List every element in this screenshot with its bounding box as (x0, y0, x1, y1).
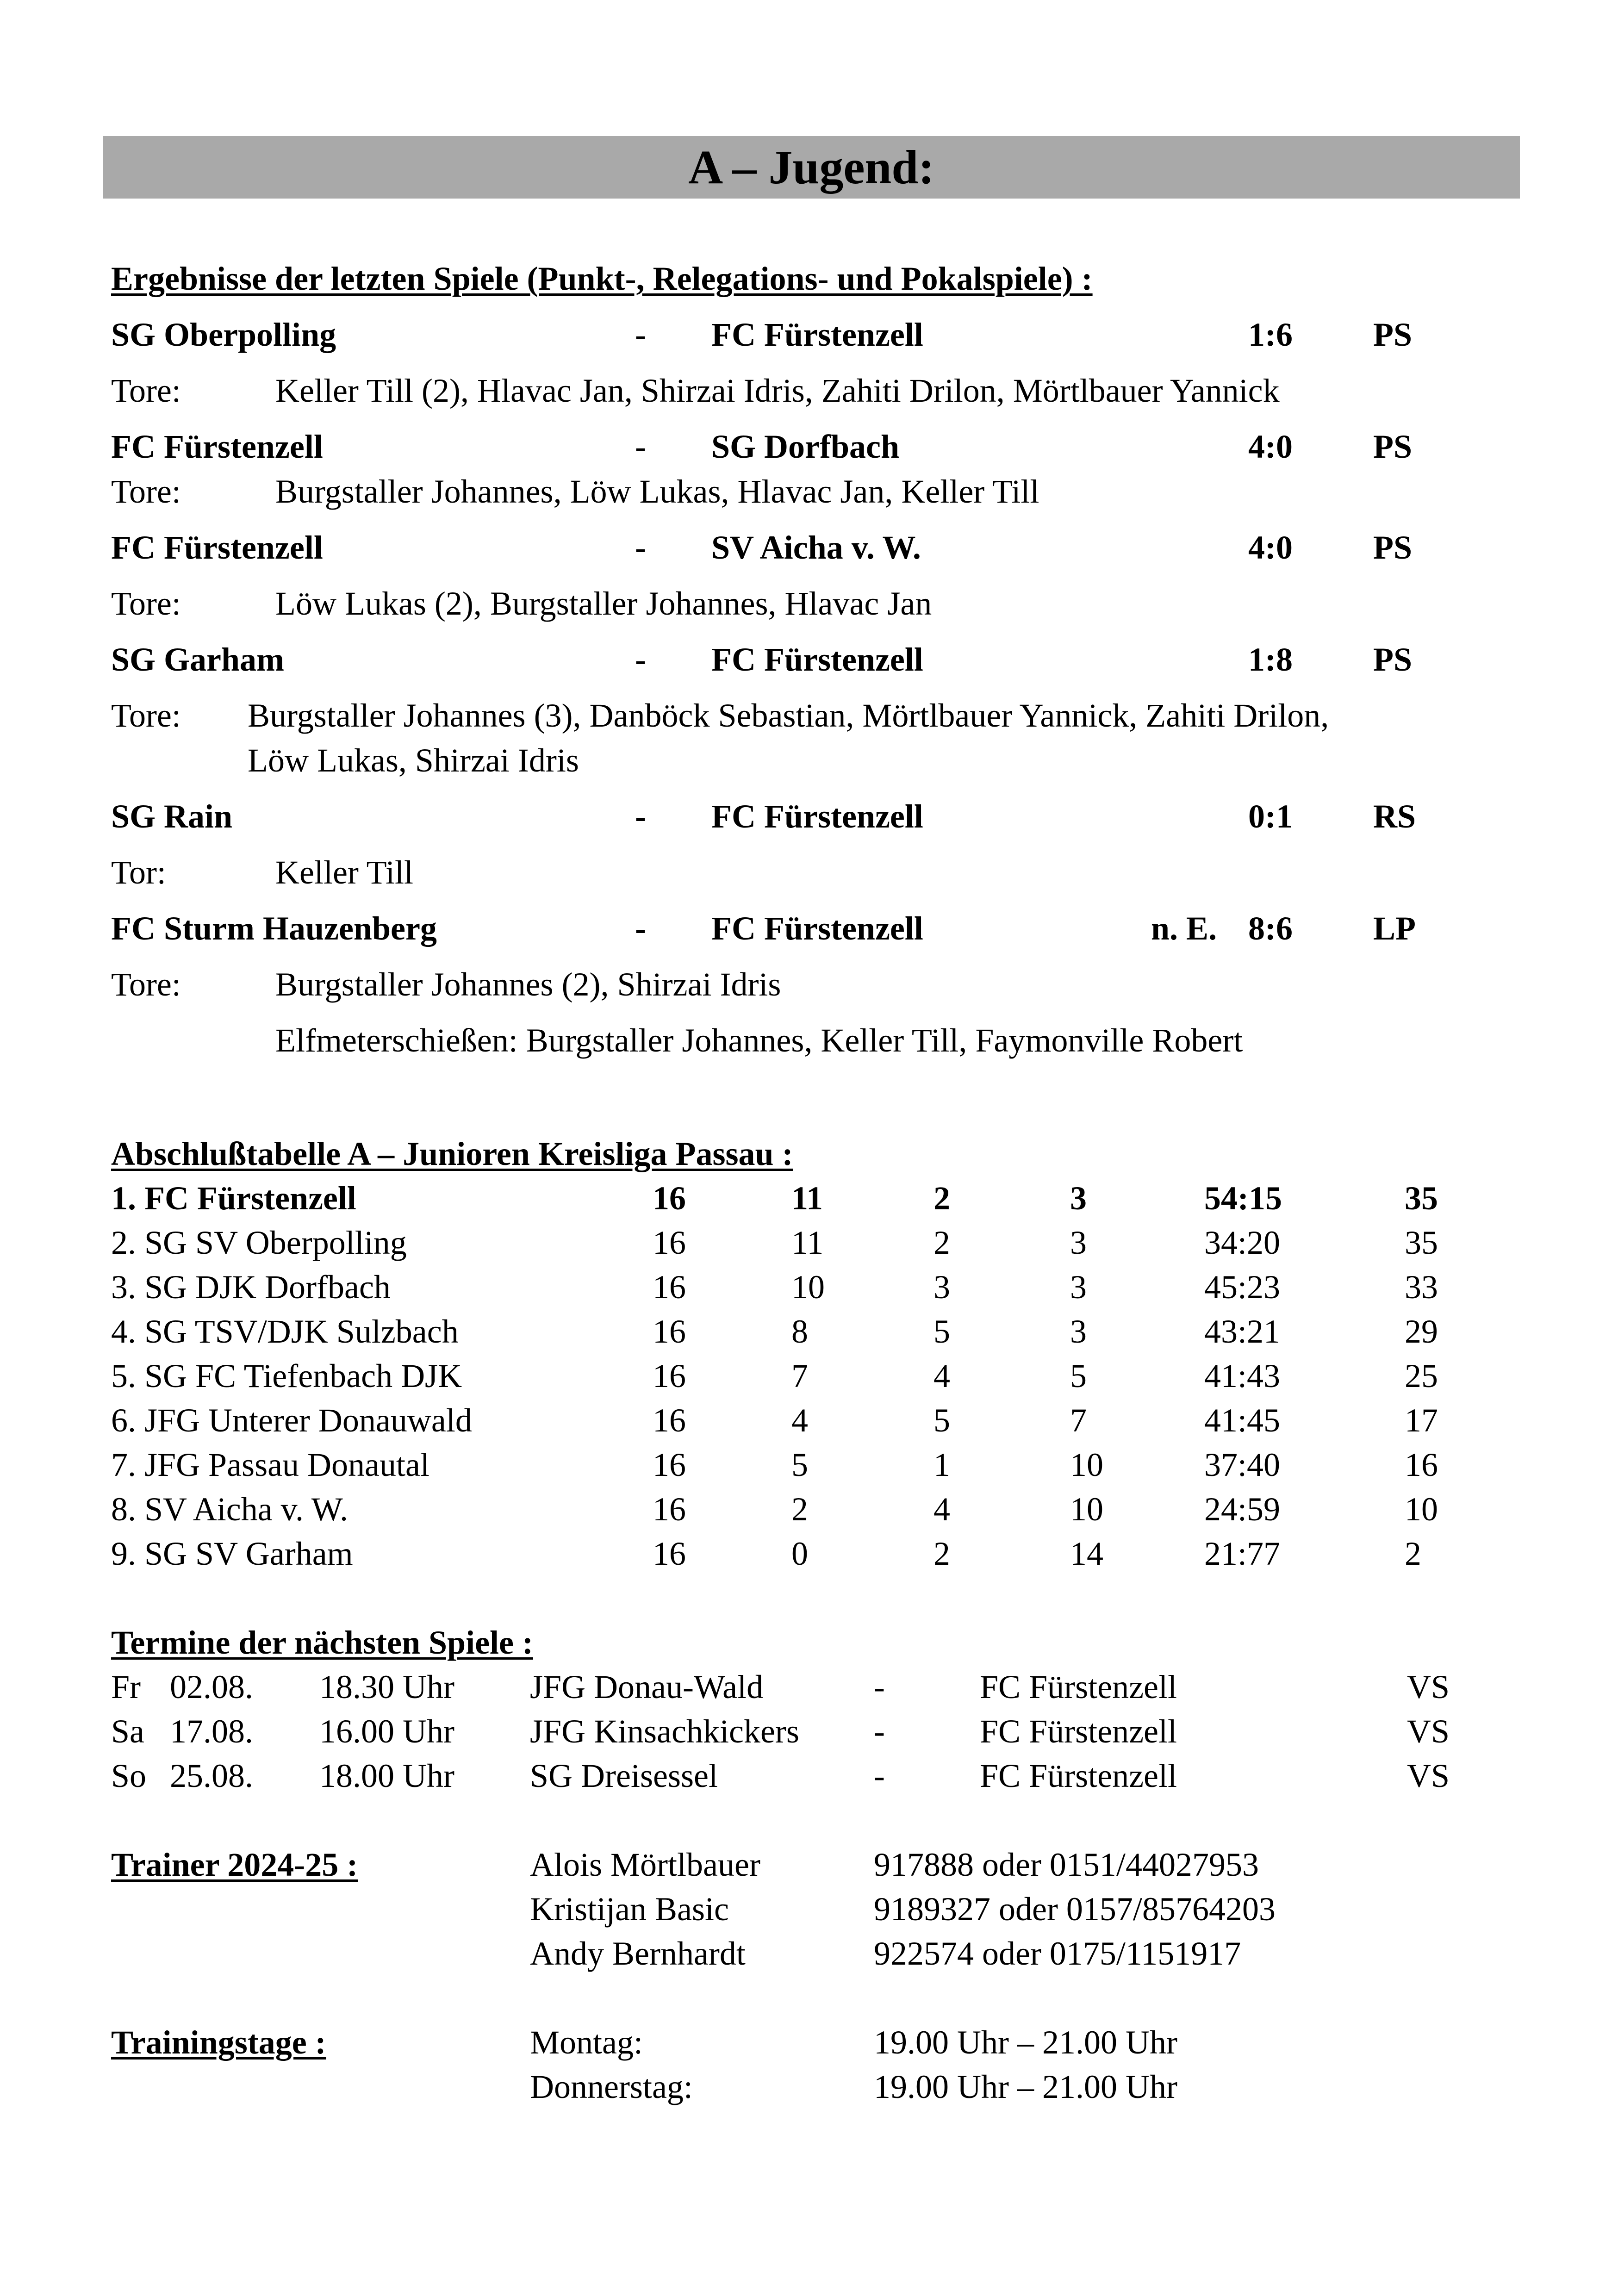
match-away-team: SV Aicha v. W. (711, 529, 921, 566)
scorers-label: Tore: (111, 473, 181, 510)
fixture-day: Fr (111, 1668, 141, 1705)
match-type: LP (1373, 910, 1416, 947)
drawn-cell: 2 (933, 1180, 950, 1217)
match-home-team: SG Rain (111, 798, 233, 835)
fixture-day: Sa (111, 1713, 144, 1750)
won-cell: 7 (791, 1357, 808, 1394)
team-cell: 2. SG SV Oberpolling (111, 1224, 407, 1261)
match-type: RS (1373, 798, 1416, 835)
match-type: PS (1373, 428, 1413, 465)
goals-cell: 54:15 (1204, 1180, 1282, 1217)
lost-cell: 3 (1070, 1180, 1087, 1217)
drawn-cell: 5 (933, 1402, 950, 1439)
match-home-team: SG Garham (111, 641, 285, 678)
trainer-name: Alois Mörtlbauer (530, 1846, 760, 1883)
match-score: 8:6 (1248, 910, 1293, 947)
scorers-list: Burgstaller Johannes (2), Shirzai Idris (275, 966, 781, 1003)
team-cell: 3. SG DJK Dorfbach (111, 1269, 391, 1306)
goals-cell: 34:20 (1204, 1224, 1281, 1261)
training-day: Donnerstag: (530, 2068, 693, 2105)
trainer-name: Andy Bernhardt (530, 1935, 746, 1972)
match-score: 4:0 (1248, 529, 1293, 566)
match-away-team: FC Fürstenzell (711, 641, 923, 678)
fixture-date: 17.08. (170, 1713, 253, 1750)
lost-cell: 5 (1070, 1357, 1087, 1394)
drawn-cell: 4 (933, 1491, 950, 1528)
match-home-team: FC Fürstenzell (111, 529, 323, 566)
played-cell: 16 (653, 1535, 686, 1572)
match-score: 1:6 (1248, 316, 1293, 353)
team-cell: 5. SG FC Tiefenbach DJK (111, 1357, 462, 1394)
fixture-date: 02.08. (170, 1668, 253, 1705)
goals-cell: 45:23 (1204, 1269, 1281, 1306)
fixture-day: So (111, 1757, 147, 1794)
fixture-away: FC Fürstenzell (980, 1668, 1177, 1705)
fixture-separator: - (874, 1668, 885, 1705)
won-cell: 2 (791, 1491, 808, 1528)
goals-cell: 37:40 (1204, 1446, 1281, 1483)
match-score: 4:0 (1248, 428, 1293, 465)
scorers-list: Keller Till (275, 854, 414, 891)
lost-cell: 14 (1070, 1535, 1103, 1572)
match-away-team: FC Fürstenzell (711, 316, 923, 353)
fixture-date: 25.08. (170, 1757, 253, 1794)
fixture-away: FC Fürstenzell (980, 1757, 1177, 1794)
page-title: A – Jugend: (688, 141, 934, 194)
fixture-time: 18.30 Uhr (319, 1668, 454, 1705)
scorers-list: Löw Lukas (2), Burgstaller Johannes, Hlavac Jan (275, 585, 932, 622)
played-cell: 16 (653, 1402, 686, 1439)
lost-cell: 3 (1070, 1224, 1087, 1261)
drawn-cell: 1 (933, 1446, 950, 1483)
points-cell: 35 (1405, 1224, 1438, 1261)
fixture-type: VS (1407, 1713, 1450, 1750)
points-cell: 35 (1405, 1180, 1438, 1217)
trainer-phone: 9189327 oder 0157/85764203 (874, 1891, 1276, 1928)
drawn-cell: 5 (933, 1313, 950, 1350)
won-cell: 8 (791, 1313, 808, 1350)
played-cell: 16 (653, 1357, 686, 1394)
scorers-list-continued: Löw Lukas, Shirzai Idris (248, 742, 579, 779)
team-cell: 1. FC Fürstenzell (111, 1180, 356, 1217)
match-type: PS (1373, 529, 1413, 566)
points-cell: 33 (1405, 1269, 1438, 1306)
fixture-home: JFG Donau-Wald (530, 1668, 764, 1705)
match-separator: - (635, 910, 646, 947)
trainers-heading: Trainer 2024-25 : (111, 1846, 358, 1883)
fixture-time: 18.00 Uhr (319, 1757, 454, 1794)
played-cell: 16 (653, 1313, 686, 1350)
lost-cell: 10 (1070, 1491, 1103, 1528)
match-separator: - (635, 316, 646, 353)
won-cell: 10 (791, 1269, 825, 1306)
team-cell: 8. SV Aicha v. W. (111, 1491, 348, 1528)
team-cell: 9. SG SV Garham (111, 1535, 353, 1572)
scorers-list: Burgstaller Johannes, Löw Lukas, Hlavac Jan, Keller Till (275, 473, 1039, 510)
points-cell: 25 (1405, 1357, 1438, 1394)
training-day: Montag: (530, 2024, 643, 2061)
points-cell: 16 (1405, 1446, 1438, 1483)
match-separator: - (635, 641, 646, 678)
goals-cell: 43:21 (1204, 1313, 1281, 1350)
goals-cell: 21:77 (1204, 1535, 1281, 1572)
match-separator: - (635, 798, 646, 835)
match-away-team: SG Dorfbach (711, 428, 900, 465)
scorers-label: Tore: (111, 372, 181, 409)
fixture-type: VS (1407, 1668, 1450, 1705)
points-cell: 2 (1405, 1535, 1421, 1572)
scorers-label: Tore: (111, 966, 181, 1003)
won-cell: 4 (791, 1402, 808, 1439)
training-heading: Trainingstage : (111, 2024, 326, 2061)
scorers-label: Tor: (111, 854, 166, 891)
match-score: 1:8 (1248, 641, 1293, 678)
played-cell: 16 (653, 1224, 686, 1261)
team-cell: 7. JFG Passau Donautal (111, 1446, 429, 1483)
match-home-team: SG Oberpolling (111, 316, 336, 353)
won-cell: 11 (791, 1224, 824, 1261)
fixture-separator: - (874, 1757, 885, 1794)
lost-cell: 3 (1070, 1313, 1087, 1350)
match-separator: - (635, 428, 646, 465)
team-cell: 6. JFG Unterer Donauwald (111, 1402, 472, 1439)
match-note: n. E. (1151, 910, 1217, 947)
points-cell: 10 (1405, 1491, 1438, 1528)
played-cell: 16 (653, 1491, 686, 1528)
lost-cell: 7 (1070, 1402, 1087, 1439)
match-away-team: FC Fürstenzell (711, 798, 923, 835)
match-type: PS (1373, 641, 1413, 678)
drawn-cell: 2 (933, 1535, 950, 1572)
team-cell: 4. SG TSV/DJK Sulzbach (111, 1313, 459, 1350)
trainer-phone: 922574 oder 0175/1151917 (874, 1935, 1241, 1972)
fixture-home: JFG Kinsachkickers (530, 1713, 799, 1750)
fixtures-heading: Termine der nächsten Spiele : (111, 1624, 533, 1661)
trainer-phone: 917888 oder 0151/44027953 (874, 1846, 1259, 1883)
scorers-label: Tore: (111, 697, 181, 734)
goals-cell: 41:45 (1204, 1402, 1281, 1439)
lost-cell: 10 (1070, 1446, 1103, 1483)
fixture-type: VS (1407, 1757, 1450, 1794)
penalty-shootout-scorers: Elfmeterschießen: Burgstaller Johannes, Keller Till, Faymonville Robert (275, 1022, 1243, 1059)
match-home-team: FC Fürstenzell (111, 428, 323, 465)
match-type: PS (1373, 316, 1413, 353)
trainer-name: Kristijan Basic (530, 1891, 729, 1928)
results-heading: Ergebnisse der letzten Spiele (Punkt-, Relegations- und Pokalspiele) : (111, 260, 1093, 297)
training-time: 19.00 Uhr – 21.00 Uhr (874, 2068, 1177, 2105)
scorers-list: Keller Till (2), Hlavac Jan, Shirzai Idris, Zahiti Drilon, Mörtlbauer Yannick (275, 372, 1280, 409)
fixture-time: 16.00 Uhr (319, 1713, 454, 1750)
points-cell: 29 (1405, 1313, 1438, 1350)
standings-heading: Abschlußtabelle A – Junioren Kreisliga Passau : (111, 1135, 793, 1172)
lost-cell: 3 (1070, 1269, 1087, 1306)
won-cell: 5 (791, 1446, 808, 1483)
played-cell: 16 (653, 1446, 686, 1483)
match-separator: - (635, 529, 646, 566)
section-banner (103, 136, 1520, 199)
fixture-away: FC Fürstenzell (980, 1713, 1177, 1750)
drawn-cell: 3 (933, 1269, 950, 1306)
fixture-home: SG Dreisessel (530, 1757, 718, 1794)
won-cell: 0 (791, 1535, 808, 1572)
scorers-list: Burgstaller Johannes (3), Danböck Sebastian, Mörtlbauer Yannick, Zahiti Drilon, (248, 697, 1329, 734)
match-home-team: FC Sturm Hauzenberg (111, 910, 437, 947)
points-cell: 17 (1405, 1402, 1438, 1439)
scorers-label: Tore: (111, 585, 181, 622)
played-cell: 16 (653, 1180, 686, 1217)
match-score: 0:1 (1248, 798, 1293, 835)
drawn-cell: 2 (933, 1224, 950, 1261)
training-time: 19.00 Uhr – 21.00 Uhr (874, 2024, 1177, 2061)
match-away-team: FC Fürstenzell (711, 910, 923, 947)
drawn-cell: 4 (933, 1357, 950, 1394)
goals-cell: 41:43 (1204, 1357, 1281, 1394)
goals-cell: 24:59 (1204, 1491, 1281, 1528)
played-cell: 16 (653, 1269, 686, 1306)
fixture-separator: - (874, 1713, 885, 1750)
won-cell: 11 (791, 1180, 823, 1217)
